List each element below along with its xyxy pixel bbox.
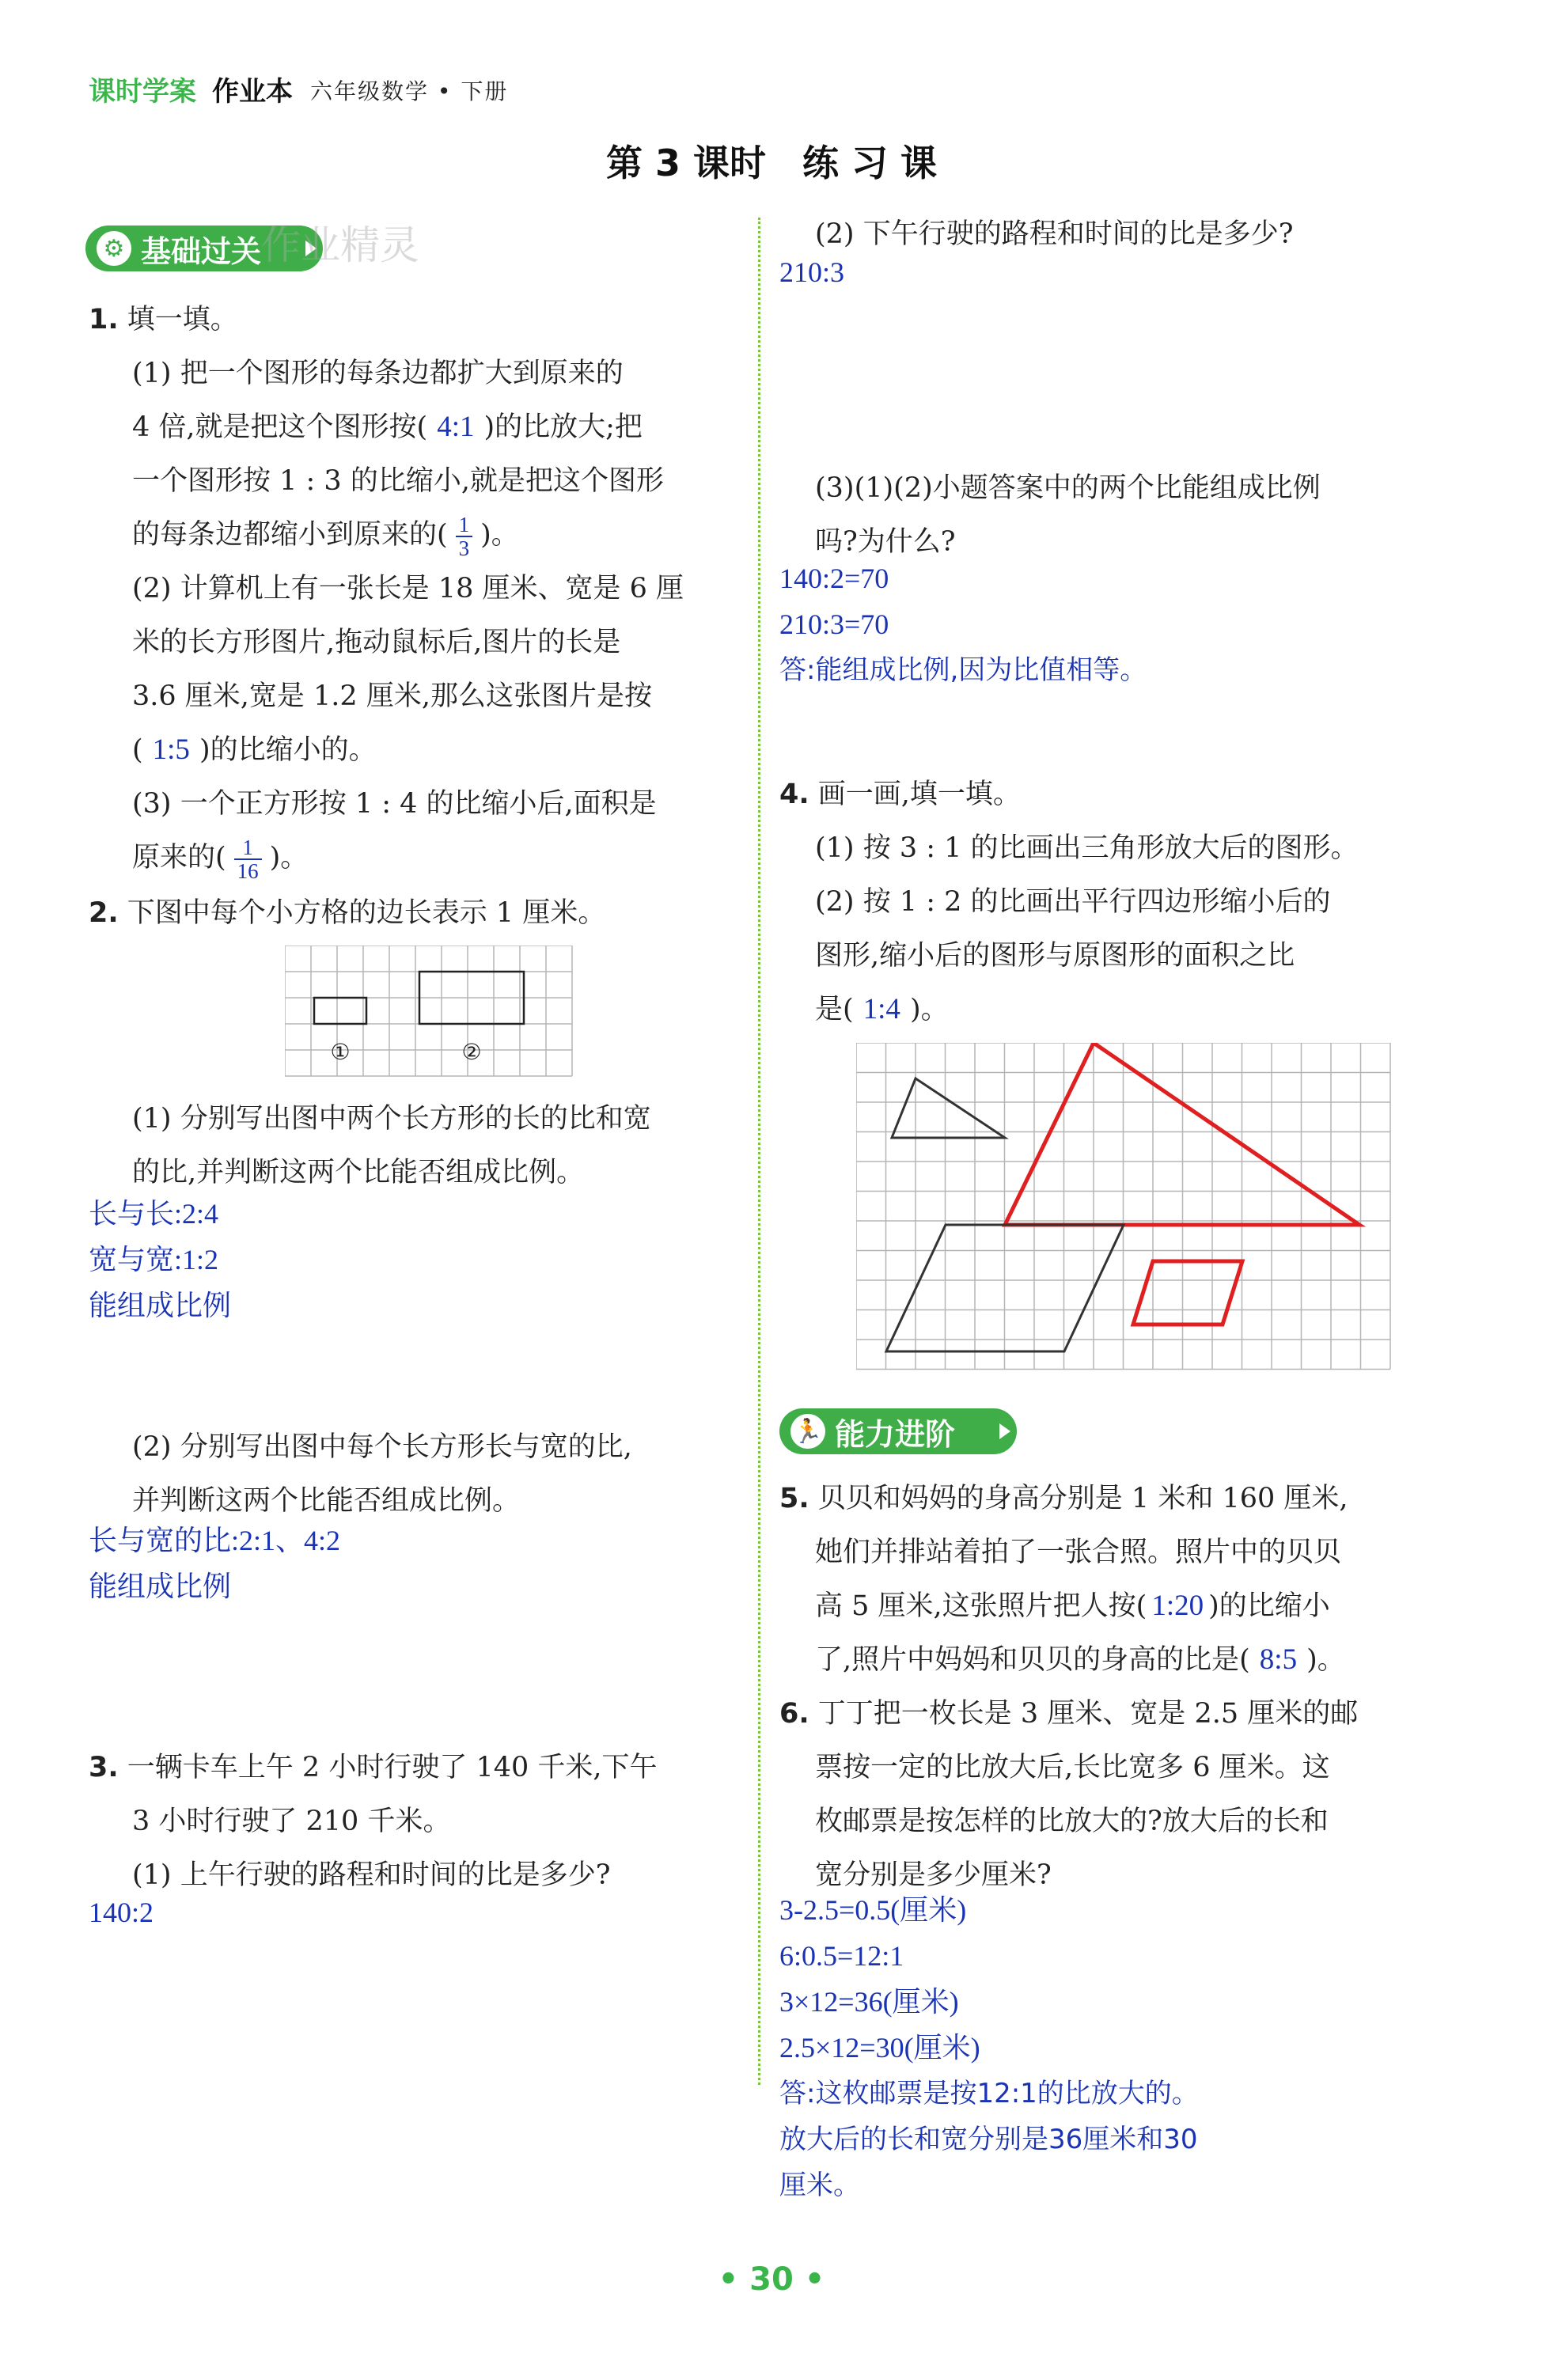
answer-line: 长与宽的比:2:1、4:2: [89, 1525, 341, 1556]
q5-line-c: [779, 1579, 1507, 1633]
q1-p3-fraction: [234, 836, 262, 882]
frac-den: 3: [458, 536, 470, 560]
question-6: [779, 1687, 1507, 1902]
section-basic-label: 基础过关: [141, 233, 262, 269]
q5-text: 高 5 厘米,这张照片把人按(: [815, 1590, 1147, 1622]
q5-number: 5.: [779, 1483, 809, 1514]
q4-p2-line-a: (2) 按 1 : 2 的比画出平行四边形缩小后的: [815, 886, 1331, 918]
answer-line: 3-2.5=0.5(厘米): [779, 1894, 967, 1926]
q3-p2: (2) 下午行驶的路程和时间的比是多少?: [815, 218, 1294, 250]
answer-line: 2.5×12=30(厘米): [779, 2032, 980, 2064]
q5-answer-1: 1:20: [1151, 1590, 1204, 1622]
q5-text2: )的比缩小: [1208, 1590, 1330, 1622]
answer-line: 140:2=70: [779, 563, 889, 594]
q2-grid-figure: [285, 946, 578, 1080]
q5-answer-2: 8:5: [1259, 1643, 1298, 1676]
question-2-stem: [89, 886, 745, 940]
q1-p3-text2: )。: [269, 842, 309, 874]
question-5: [779, 1472, 1507, 1687]
q1-p1-line-a: (1) 把一个图形的每条边都扩大到原来的: [132, 358, 624, 389]
q2-p2-line-a: (2) 分别写出图中每个长方形长与宽的比,: [132, 1431, 632, 1463]
q4-stem: 画一画,填一填。: [817, 779, 1021, 810]
q2-p2-line-b: 并判断这两个比能否组成比例。: [132, 1485, 521, 1517]
q5-text4: )。: [1306, 1644, 1345, 1676]
q5-line-b: 她们并排站着拍了一张合照。照片中的贝贝: [815, 1537, 1342, 1568]
rectangle-1: [314, 998, 366, 1024]
q4-p2-text2: )。: [909, 994, 949, 1025]
answer-line: 能组成比例: [89, 1571, 232, 1602]
q4-number: 4.: [779, 779, 809, 810]
gear-icon: ⚙: [97, 231, 131, 266]
header-book: 作业本: [212, 76, 293, 108]
q1-p1-line-d: [89, 508, 745, 562]
header-subtitle: 六年级数学 • 下册: [310, 78, 509, 104]
answer-line: 厘米。: [779, 2170, 860, 2201]
q6-line-b: 票按一定的比放大后,长比宽多 6 厘米。这: [815, 1752, 1330, 1783]
q2-p1-line-b: 的比,并判断这两个比能否组成比例。: [132, 1157, 585, 1188]
q1-stem: 填一填。: [127, 304, 238, 335]
q6-answer: [779, 1887, 1199, 2208]
q1-p2-line-c: 3.6 厘米,宽是 1.2 厘米,那么这张图片是按: [132, 680, 652, 712]
rectangle-2-label: ②: [461, 1039, 482, 1065]
q1-p1-line-b: [89, 400, 745, 454]
q3-stem-b: 3 小时行驶了 210 千米。: [132, 1806, 451, 1837]
q1-p2-line-a: (2) 计算机上有一张长是 18 厘米、宽是 6 厘: [132, 573, 684, 604]
q1-p1-line-c: 一个图形按 1 : 3 的比缩小,就是把这个图形: [132, 465, 664, 497]
answer-line: 答:这枚邮票是按12:1的比放大的。: [779, 2078, 1199, 2109]
answer-line: 长与长:2:4: [89, 1198, 219, 1230]
q3-number: 3.: [89, 1752, 119, 1783]
question-3: [89, 1741, 745, 1902]
q5-line-d: [779, 1633, 1507, 1687]
q1-p2-text2: )的比缩小的。: [199, 734, 377, 766]
reduced-parallelogram: [1133, 1261, 1242, 1325]
q4-p1: (1) 按 3 : 1 的比画出三角形放大后的图形。: [815, 832, 1359, 864]
answer-line: 210:3=70: [779, 608, 889, 640]
section-advanced-label: 能力进阶: [835, 1416, 956, 1452]
q3-p3-line-b: 吗?为什么?: [815, 526, 956, 558]
q1-p1-text2: )的比放大;把: [483, 411, 643, 443]
rectangle-1-label: ①: [330, 1039, 351, 1065]
frac-num: 1: [234, 836, 262, 860]
q5-text3: 了,照片中妈妈和贝贝的身高的比是(: [815, 1644, 1250, 1676]
question-1: [89, 293, 745, 885]
q3-stem-a: 一辆卡车上午 2 小时行驶了 140 千米,下午: [127, 1752, 658, 1783]
q2-p1-line-a: (1) 分别写出图中两个长方形的长的比和宽: [132, 1103, 651, 1135]
question-4: [779, 767, 1507, 1037]
q4-p2-text: 是(: [815, 994, 854, 1025]
q3-p3-line-a: (3)(1)(2)小题答案中的两个比能组成比例: [815, 472, 1321, 504]
column-divider: [758, 218, 760, 2085]
q1-p1-text3: 的每条边都缩小到原来的(: [132, 519, 448, 551]
answer-line: 宽与宽:1:2: [89, 1244, 219, 1275]
q3-p3: [815, 461, 1511, 569]
frac-num: 1: [456, 514, 473, 537]
answer-line: 能组成比例: [89, 1290, 232, 1321]
q6-line-c: 枚邮票是按怎样的比放大的?放大后的长和: [815, 1806, 1329, 1837]
q3-answer-1: 140:2: [89, 1897, 154, 1928]
q2-number: 2.: [89, 897, 119, 929]
q3-p1: (1) 上午行驶的路程和时间的比是多少?: [132, 1859, 611, 1891]
section-advanced-badge: [779, 1408, 1017, 1454]
answer-line: 3×12=36(厘米): [779, 1986, 959, 2018]
answer-line: 6:0.5=12:1: [779, 1940, 904, 1972]
q4-p2-line-c: [779, 983, 1507, 1037]
q4-grid-figure: [856, 1043, 1391, 1388]
runner-icon: 🏃: [790, 1414, 825, 1449]
original-triangle: [892, 1078, 1005, 1138]
q6-line-d: 宽分别是多少厘米?: [815, 1859, 1052, 1891]
q1-p1-answer: 4:1: [437, 411, 475, 443]
page-title: 第 3 课时 练 习 课: [605, 142, 938, 184]
watermark: 作业精灵: [261, 222, 419, 268]
q6-line-a: 丁丁把一枚长是 3 厘米、宽是 2.5 厘米的邮: [817, 1698, 1359, 1730]
page-number: • 30 •: [718, 2261, 825, 2298]
q1-p3-line-a: (3) 一个正方形按 1 : 4 的比缩小后,面积是: [132, 788, 657, 820]
q1-p2-text: (: [132, 734, 143, 766]
q4-p2-line-b: 图形,缩小后的图形与原图形的面积之比: [815, 940, 1295, 972]
q1-p3-line-b: [89, 831, 745, 885]
answer-line: 放大后的长和宽分别是36厘米和30: [779, 2124, 1198, 2155]
page-number-value: 30: [749, 2261, 794, 2298]
q2-stem-text: 下图中每个小方格的边长表示 1 厘米。: [127, 897, 606, 929]
q2-answer-2: [89, 1518, 340, 1609]
q3-answer-3: [779, 555, 1147, 693]
q6-number: 6.: [779, 1698, 809, 1730]
q1-p3-text: 原来的(: [132, 842, 226, 874]
q2-answer-1: [89, 1191, 231, 1328]
q2-part1: [89, 1092, 745, 1199]
q1-p2-line-d: [89, 723, 745, 777]
q1-p2-answer: 1:5: [152, 733, 190, 766]
q3-answer-2: 210:3: [779, 256, 845, 288]
q1-number: 1.: [89, 304, 119, 335]
q4-p2-answer: 1:4: [862, 993, 900, 1025]
q1-p1-text: 4 倍,就是把这个图形按(: [132, 411, 428, 443]
q2-part2: [89, 1420, 745, 1528]
q1-p1-fraction: [456, 514, 473, 559]
frac-den: 16: [237, 858, 259, 883]
q1-p1-text4: )。: [480, 519, 519, 551]
q1-p2-line-b: 米的长方形图片,拖动鼠标后,图片的长是: [132, 627, 621, 658]
q5-line-a: 贝贝和妈妈的身高分别是 1 米和 160 厘米,: [817, 1483, 1348, 1514]
answer-line: 答:能组成比例,因为比值相等。: [779, 654, 1147, 686]
header-brand: 课时学案: [89, 76, 196, 108]
